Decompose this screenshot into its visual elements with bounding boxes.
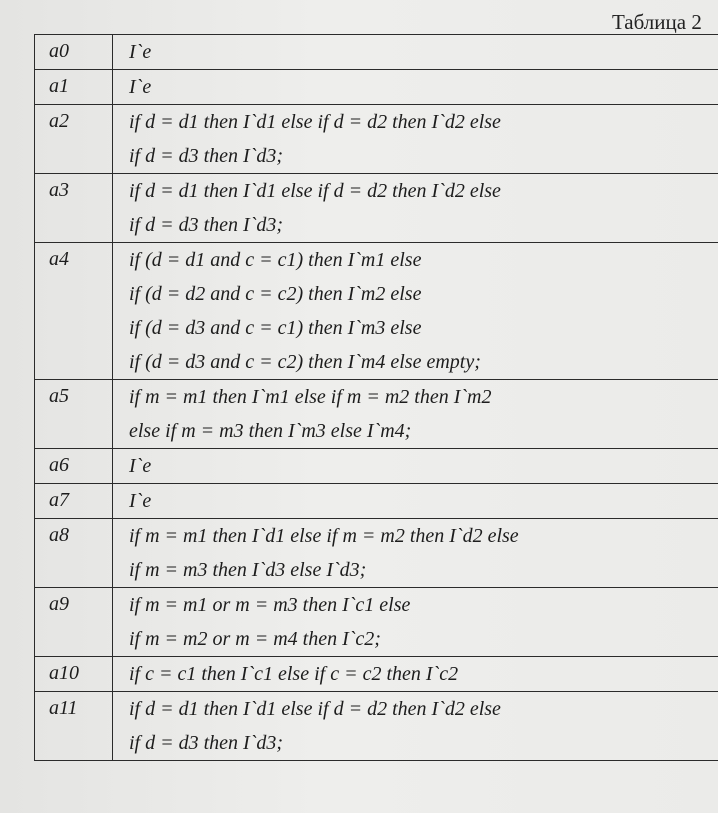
expression-line: I`e	[129, 455, 152, 477]
row-id: a7	[35, 484, 113, 519]
expression-line: if m = m3 then I`d3 else I`d3;	[129, 559, 367, 581]
table-row	[35, 657, 718, 692]
expression-line: if (d = d3 and c = c2) then I`m4 else empty;	[129, 351, 481, 373]
table-row	[35, 519, 718, 588]
row-expression	[113, 484, 718, 519]
row-expression	[113, 657, 718, 692]
row-id: a3	[35, 174, 113, 243]
expression-line: if m = m1 then I`d1 else if m = m2 then I`d2 else	[129, 525, 519, 547]
expression-line: if d = d3 then I`d3;	[129, 732, 284, 754]
expression-line: if d = d1 then I`d1 else if d = d2 then I`d2 else	[129, 698, 501, 720]
row-expression	[113, 380, 718, 449]
row-expression	[113, 105, 718, 174]
table-title: Таблица 2	[612, 10, 702, 34]
row-expression	[113, 174, 718, 243]
expression-line: else if m = m3 then I`m3 else I`m4;	[129, 420, 412, 442]
expression-line: I`e	[129, 76, 152, 98]
row-expression	[113, 243, 718, 380]
table-row	[35, 692, 718, 761]
row-expression	[113, 519, 718, 588]
row-id: a11	[35, 692, 113, 761]
expression-line: if (d = d2 and c = c2) then I`m2 else	[129, 283, 422, 305]
table-row	[35, 105, 718, 174]
expression-line: if m = m1 or m = m3 then I`c1 else	[129, 594, 411, 616]
table-row	[35, 484, 718, 519]
expression-line: if d = d3 then I`d3;	[129, 214, 284, 236]
expression-line: if d = d1 then I`d1 else if d = d2 then I`d2 else	[129, 111, 501, 133]
table-row	[35, 174, 718, 243]
row-expression	[113, 692, 718, 761]
table-row	[35, 70, 718, 105]
row-id: a2	[35, 105, 113, 174]
row-id: a6	[35, 449, 113, 484]
row-id: a4	[35, 243, 113, 380]
expression-line: if (d = d3 and c = c1) then I`m3 else	[129, 317, 422, 339]
expression-line: I`e	[129, 490, 152, 512]
table-row	[35, 380, 718, 449]
row-id: a9	[35, 588, 113, 657]
rules-table	[34, 34, 718, 761]
row-expression	[113, 588, 718, 657]
row-id: a0	[35, 35, 113, 70]
expression-line: if c = c1 then I`c1 else if c = c2 then I`c2	[129, 663, 459, 685]
row-id: a5	[35, 380, 113, 449]
row-id: a8	[35, 519, 113, 588]
expression-line: if m = m2 or m = m4 then I`c2;	[129, 628, 381, 650]
table-row	[35, 588, 718, 657]
row-expression	[113, 70, 718, 105]
row-id: a10	[35, 657, 113, 692]
expression-line: if d = d3 then I`d3;	[129, 145, 284, 167]
row-expression	[113, 449, 718, 484]
row-id: a1	[35, 70, 113, 105]
table-row	[35, 35, 718, 70]
expression-line: I`e	[129, 41, 152, 63]
expression-line: if d = d1 then I`d1 else if d = d2 then I`d2 else	[129, 180, 501, 202]
expression-line: if (d = d1 and c = c1) then I`m1 else	[129, 249, 422, 271]
table-row	[35, 243, 718, 380]
row-expression	[113, 35, 718, 70]
table-row	[35, 449, 718, 484]
expression-line: if m = m1 then I`m1 else if m = m2 then I`m2	[129, 386, 492, 408]
